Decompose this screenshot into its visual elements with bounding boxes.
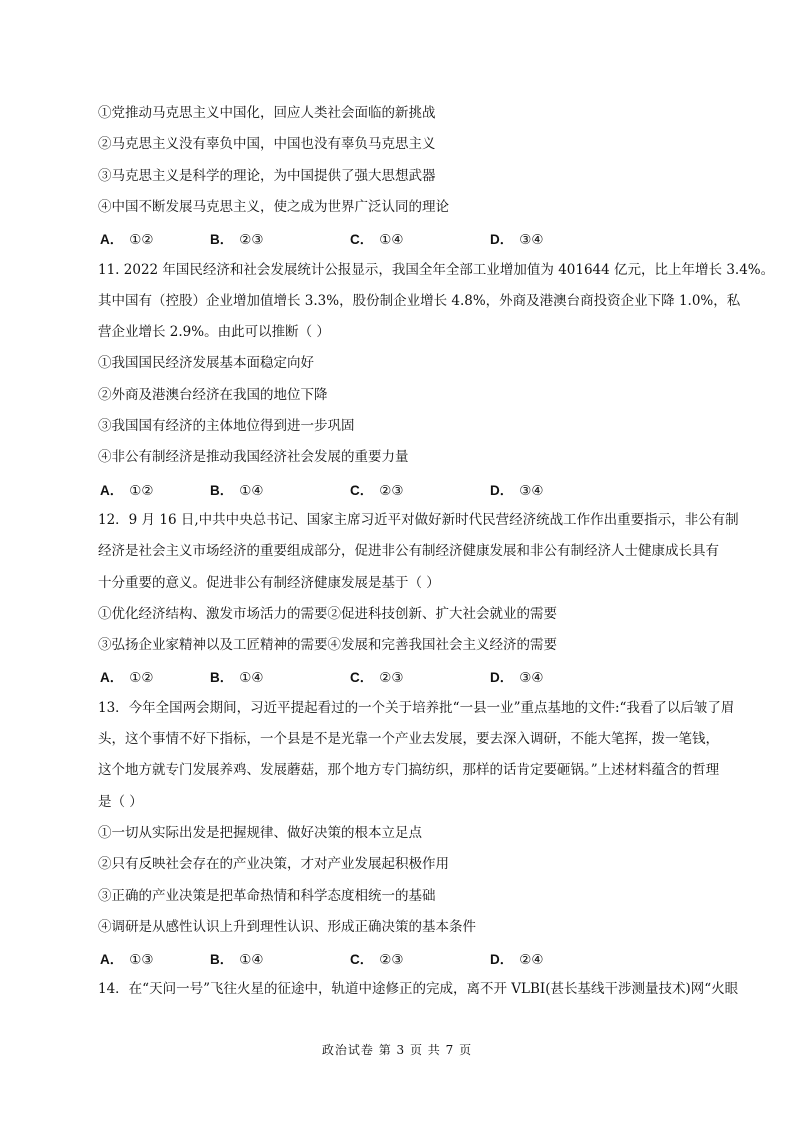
answer-options xyxy=(98,479,738,499)
text-line: ③马克思主义是科学的理论，为中国提供了强大思想武器 xyxy=(98,167,436,184)
text-line: 13．今年全国两会期间，习近平提起看过的一个关于培养批“一县一业”重点基地的文件:“我看了以后皱了眉 xyxy=(98,699,735,716)
option-letter: B． xyxy=(210,670,234,686)
text-line: 十分重要的意义。促进非公有制经济健康发展是基于（ ） xyxy=(98,574,440,591)
answer-option xyxy=(210,228,263,248)
answer-option xyxy=(490,479,543,499)
option-value: ③④ xyxy=(519,482,544,499)
answer-option xyxy=(350,666,403,686)
text-line: ③我国国有经济的主体地位得到进一步巩固 xyxy=(98,418,355,434)
answer-option xyxy=(210,479,263,499)
option-letter: C． xyxy=(350,670,374,686)
answer-option xyxy=(210,948,263,968)
answer-option xyxy=(490,228,543,248)
text-line: ③弘扬企业家精神以及工匠精神的需要④发展和完善我国社会主义经济的需要 xyxy=(98,637,557,654)
option-letter: C． xyxy=(350,232,374,248)
answer-option xyxy=(210,666,263,686)
text-line: 经济是社会主义市场经济的重要组成部分，促进非公有制经济健康发展和非公有制经济人士健康成长具有 xyxy=(98,543,719,560)
option-letter: D． xyxy=(490,952,514,968)
option-value: ②③ xyxy=(379,670,404,687)
option-letter: D． xyxy=(490,482,514,498)
text-line: 营企业增长 2.9%。由此可以推断（ ） xyxy=(98,324,330,341)
option-value: ①④ xyxy=(239,670,264,687)
text-line: ①我国国民经济发展基本面稳定向好 xyxy=(98,355,314,372)
answer-options xyxy=(98,228,738,248)
option-letter: A． xyxy=(100,482,124,498)
option-letter: A． xyxy=(100,952,124,968)
option-value: ①③ xyxy=(129,952,154,969)
option-value: ③④ xyxy=(519,670,544,687)
text-line: 其中国有（控股）企业增加值增长 3.3%，股份制企业增长 4.8%，外商及港澳台商投资企业下降 1.0%，私 xyxy=(98,292,741,309)
answer-option xyxy=(100,479,153,499)
text-line: ④调研是从感性认识上升到理性认识、形成正确决策的基本条件 xyxy=(98,918,476,935)
text-line: ④中国不断发展马克思主义，使之成为世界广泛认同的理论 xyxy=(98,198,449,215)
option-letter: A． xyxy=(100,670,124,686)
answer-option xyxy=(100,948,153,968)
text-line: ②外商及港澳台经济在我国的地位下降 xyxy=(98,386,328,403)
page-footer: 政治试卷 第 3 页 共 7 页 xyxy=(321,1043,473,1057)
option-value: ②③ xyxy=(379,482,404,499)
answer-option xyxy=(350,479,403,499)
text-line: ②只有反映社会存在的产业决策，才对产业发展起积极作用 xyxy=(98,856,449,873)
text-line: ③正确的产业决策是把革命热情和科学态度相统一的基础 xyxy=(98,887,436,904)
answer-option xyxy=(100,666,153,686)
option-value: ②④ xyxy=(519,952,544,969)
option-value: ①② xyxy=(129,232,154,249)
option-value: ①② xyxy=(129,482,154,499)
text-line: 是（ ） xyxy=(98,793,143,810)
text-line: ①一切从实际出发是把握规律、做好决策的根本立足点 xyxy=(98,824,422,841)
answer-option xyxy=(490,666,543,686)
option-letter: A． xyxy=(100,232,124,248)
text-line: 头，这个事情不好下指标，一个县是不是光靠一个产业去发展，要去深入调研，不能大笔挥，拨一笔钱， xyxy=(98,731,719,747)
option-value: ①② xyxy=(129,670,154,687)
option-letter: B． xyxy=(210,952,234,968)
text-line: 11. 2022 年国民经济和社会发展统计公报显示，我国全年全部工业增加值为 401644 亿元，比上年增长 3.4%。 xyxy=(98,261,775,278)
option-letter: D． xyxy=(490,232,514,248)
option-letter: C． xyxy=(350,482,374,498)
text-line: ④非公有制经济是推动我国经济社会发展的重要力量 xyxy=(98,449,409,466)
answer-option xyxy=(100,228,153,248)
answer-options xyxy=(98,666,738,686)
option-letter: B． xyxy=(210,232,234,248)
option-value: ①④ xyxy=(379,232,404,249)
option-letter: D． xyxy=(490,670,514,686)
option-value: ①④ xyxy=(239,952,264,969)
text-line: ①党推动马克思主义中国化，回应人类社会面临的新挑战 xyxy=(98,105,436,121)
text-line: 这个地方就专门发展养鸡、发展蘑菇，那个地方专门搞纺织，那样的话肯定要砸锅。”上述材料蕴含的哲理 xyxy=(98,762,720,779)
option-value: ①④ xyxy=(239,482,264,499)
option-value: ②③ xyxy=(379,952,404,969)
answer-option xyxy=(350,228,403,248)
text-line: 12．9 月 16 日,中共中央总书记、国家主席习近平对做好新时代民营经济统战工作作出重要指示，非公有制 xyxy=(98,511,739,528)
answer-option xyxy=(350,948,403,968)
option-letter: B． xyxy=(210,482,234,498)
text-line: ①优化经济结构、激发市场活力的需要②促进科技创新、扩大社会就业的需要 xyxy=(98,605,557,622)
answer-option xyxy=(490,948,543,968)
option-letter: C． xyxy=(350,952,374,968)
option-value: ②③ xyxy=(239,232,264,249)
text-line: ②马克思主义没有辜负中国，中国也没有辜负马克思主义 xyxy=(98,136,436,153)
text-line: 14．在“天问一号”飞往火星的征途中，轨道中途修正的完成，离不开 VLBI(甚长基线干涉测量技术)网“火眼 xyxy=(98,981,739,998)
option-value: ③④ xyxy=(519,232,544,249)
answer-options xyxy=(98,948,738,968)
